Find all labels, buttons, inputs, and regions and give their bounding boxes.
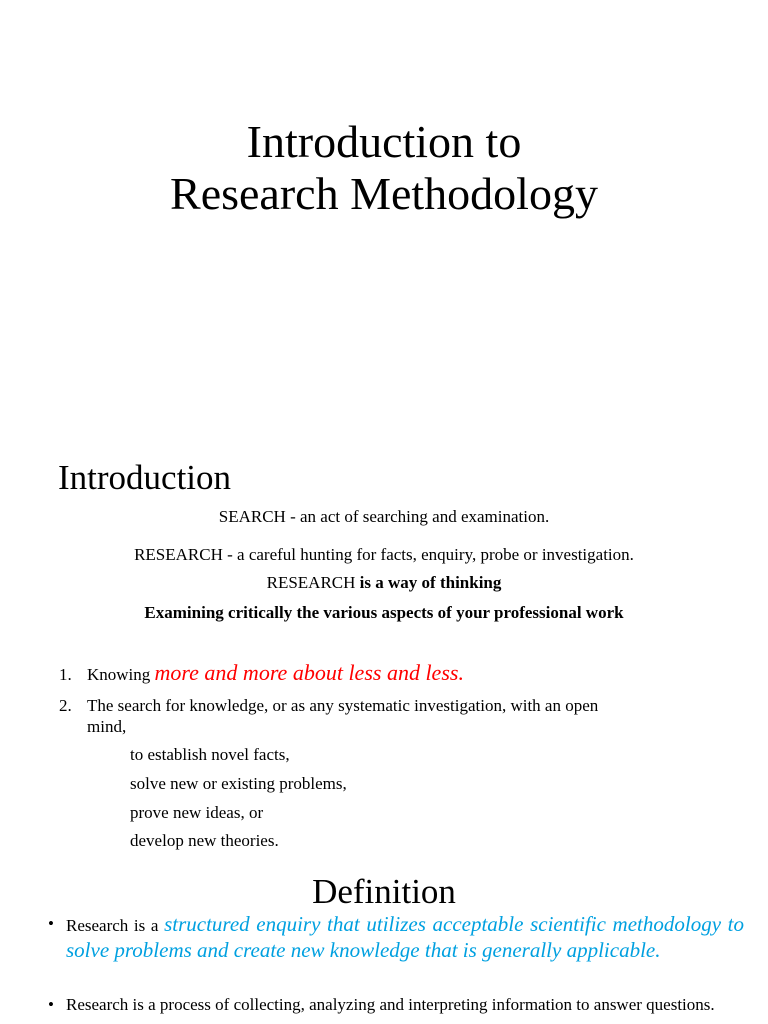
list-item-1-number: 1. <box>59 665 72 684</box>
sub-item: to establish novel facts, <box>130 745 290 764</box>
sub-item: prove new ideas, or <box>130 803 264 822</box>
definition-1-emphasis: structured enquiry that utilizes acceptable scientific methodology to solve problems and create new knowledge that is generally applicable. <box>66 912 744 962</box>
research-way-text: is a way of thinking <box>355 573 502 592</box>
list-item-1-lead: Knowing <box>87 665 155 684</box>
research-way-of-thinking <box>0 572 768 594</box>
list-item-2 <box>59 695 699 737</box>
search-def-text: an act of searching and examination. <box>295 507 550 526</box>
bullet-icon: • <box>48 914 54 933</box>
list-item-2-line2: mind, <box>87 717 127 736</box>
list-item-2-number: 2. <box>59 696 72 715</box>
slide-title-line1: Introduction to <box>246 116 522 167</box>
research-def-text: a careful hunting for facts, enquiry, probe or investigation. <box>232 545 634 564</box>
sub-item: develop new theories. <box>130 831 279 850</box>
bullet-icon: • <box>48 995 54 1014</box>
definition-1-lead: Research is a <box>66 916 165 935</box>
list-item-1 <box>59 662 464 685</box>
sub-item: solve new or existing problems, <box>130 774 347 793</box>
definition-1-text <box>66 912 744 964</box>
search-term: SEARCH - <box>218 507 296 526</box>
research-definition <box>0 544 768 566</box>
definition-bullet-1 <box>48 912 744 992</box>
research-way-term: RESEARCH <box>266 573 356 592</box>
list-item-2-line1: The search for knowledge, or as any systematic investigation, with an open <box>87 696 599 715</box>
definition-heading: Definition <box>312 872 456 911</box>
introduction-heading: Introduction <box>58 458 232 497</box>
search-definition <box>0 506 768 528</box>
slide-title-line2: Research Methodology <box>170 168 598 219</box>
definition-bullet-2 <box>48 993 744 1024</box>
examining-critically: Examining critically the various aspects of your professional work <box>144 603 624 622</box>
definition-2-text: Research is a process of collecting, analyzing and interpreting information to answer questions. <box>66 995 715 1014</box>
list-item-1-emphasis: more and more about less and less. <box>154 660 464 685</box>
research-term: RESEARCH - <box>134 545 233 564</box>
